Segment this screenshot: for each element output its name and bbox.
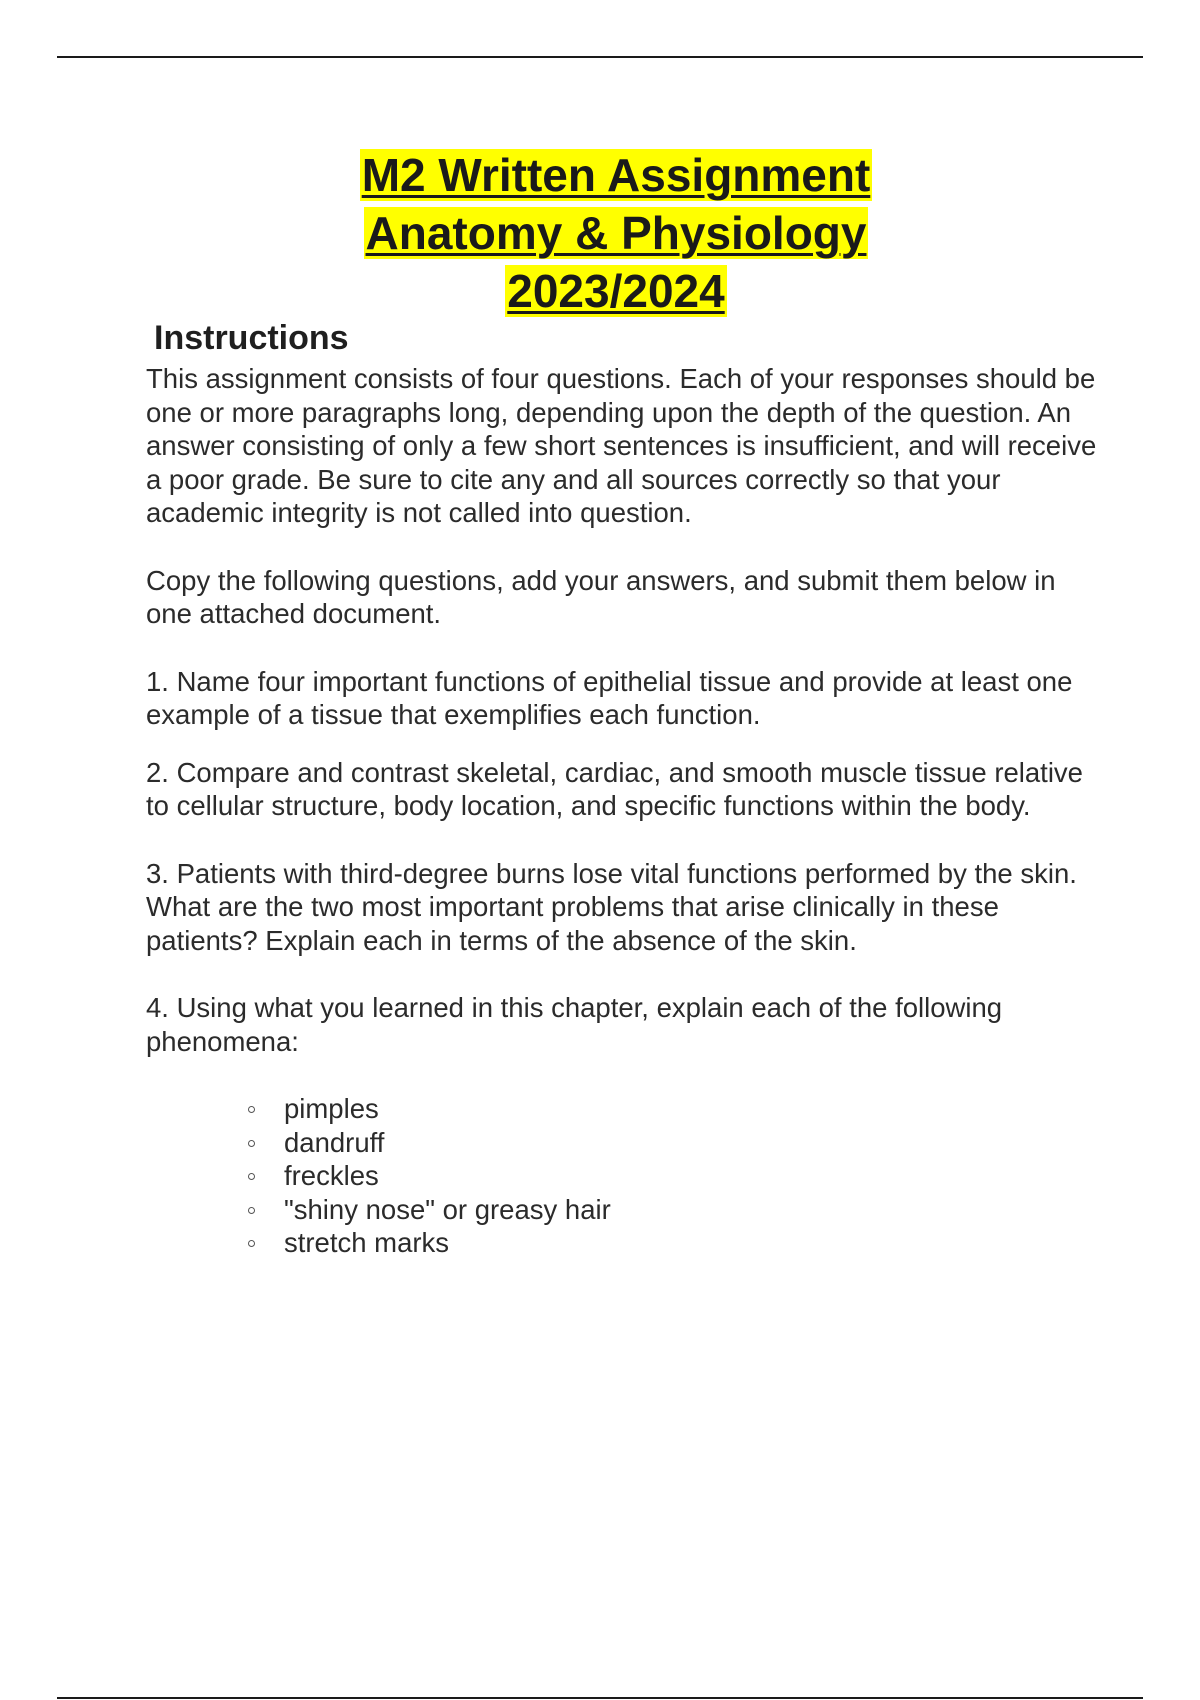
circle-bullet-icon [248, 1173, 255, 1180]
question-1: 1. Name four important functions of epithelial tissue and provide at least one example of a tissue that exemplifies each function. [146, 665, 1073, 730]
list-item [248, 1159, 1106, 1193]
list-item [248, 1226, 1106, 1260]
circle-bullet-icon [248, 1240, 255, 1247]
title-line-1: M2 Written Assignment [361, 149, 871, 201]
question-2: 2. Compare and contrast skeletal, cardiac, and smooth muscle tissue relative to cellular structure, body location, and specific functions within the body. [146, 756, 1083, 821]
phenomena-list [146, 1092, 1106, 1260]
instructions-intro: This assignment consists of four questions. Each of your responses should be one or more paragraphs long, depending upon the depth of the question. An answer consisting of only a few short sentences is insufficient, and will receive a poor grade. Be sure to cite any and all sources correctly so that your academic integrity is not called into question. [146, 363, 1097, 528]
list-item-label: freckles [284, 1160, 379, 1191]
list-item-label: pimples [284, 1093, 379, 1124]
question-4: 4. Using what you learned in this chapter, explain each of the following phenomena: [146, 992, 1003, 1057]
document-body [146, 318, 1106, 1260]
circle-bullet-icon [248, 1140, 255, 1147]
bottom-rule [57, 1697, 1143, 1699]
title-line-2: Anatomy & Physiology [365, 207, 867, 259]
instructions-copy-note: Copy the following questions, add your answers, and submit them below in one attached document. [146, 564, 1056, 629]
list-item-label: "shiny nose" or greasy hair [284, 1193, 611, 1225]
list-item [248, 1193, 1106, 1227]
title-line-3: 2023/2024 [507, 265, 725, 317]
circle-bullet-icon [248, 1207, 255, 1214]
top-rule [57, 56, 1143, 58]
list-item [248, 1126, 1106, 1160]
list-item-label: stretch marks [284, 1227, 450, 1258]
instructions-heading: Instructions [154, 319, 349, 357]
circle-bullet-icon [248, 1106, 255, 1113]
question-3: 3. Patients with third-degree burns lose vital functions performed by the skin. What are the two most important problems that arise clinically in these patients? Explain each in terms of the absence of the skin. [146, 857, 1077, 956]
document-title [0, 146, 1200, 320]
list-item [248, 1092, 1106, 1126]
list-item-label: dandruff [284, 1126, 385, 1158]
